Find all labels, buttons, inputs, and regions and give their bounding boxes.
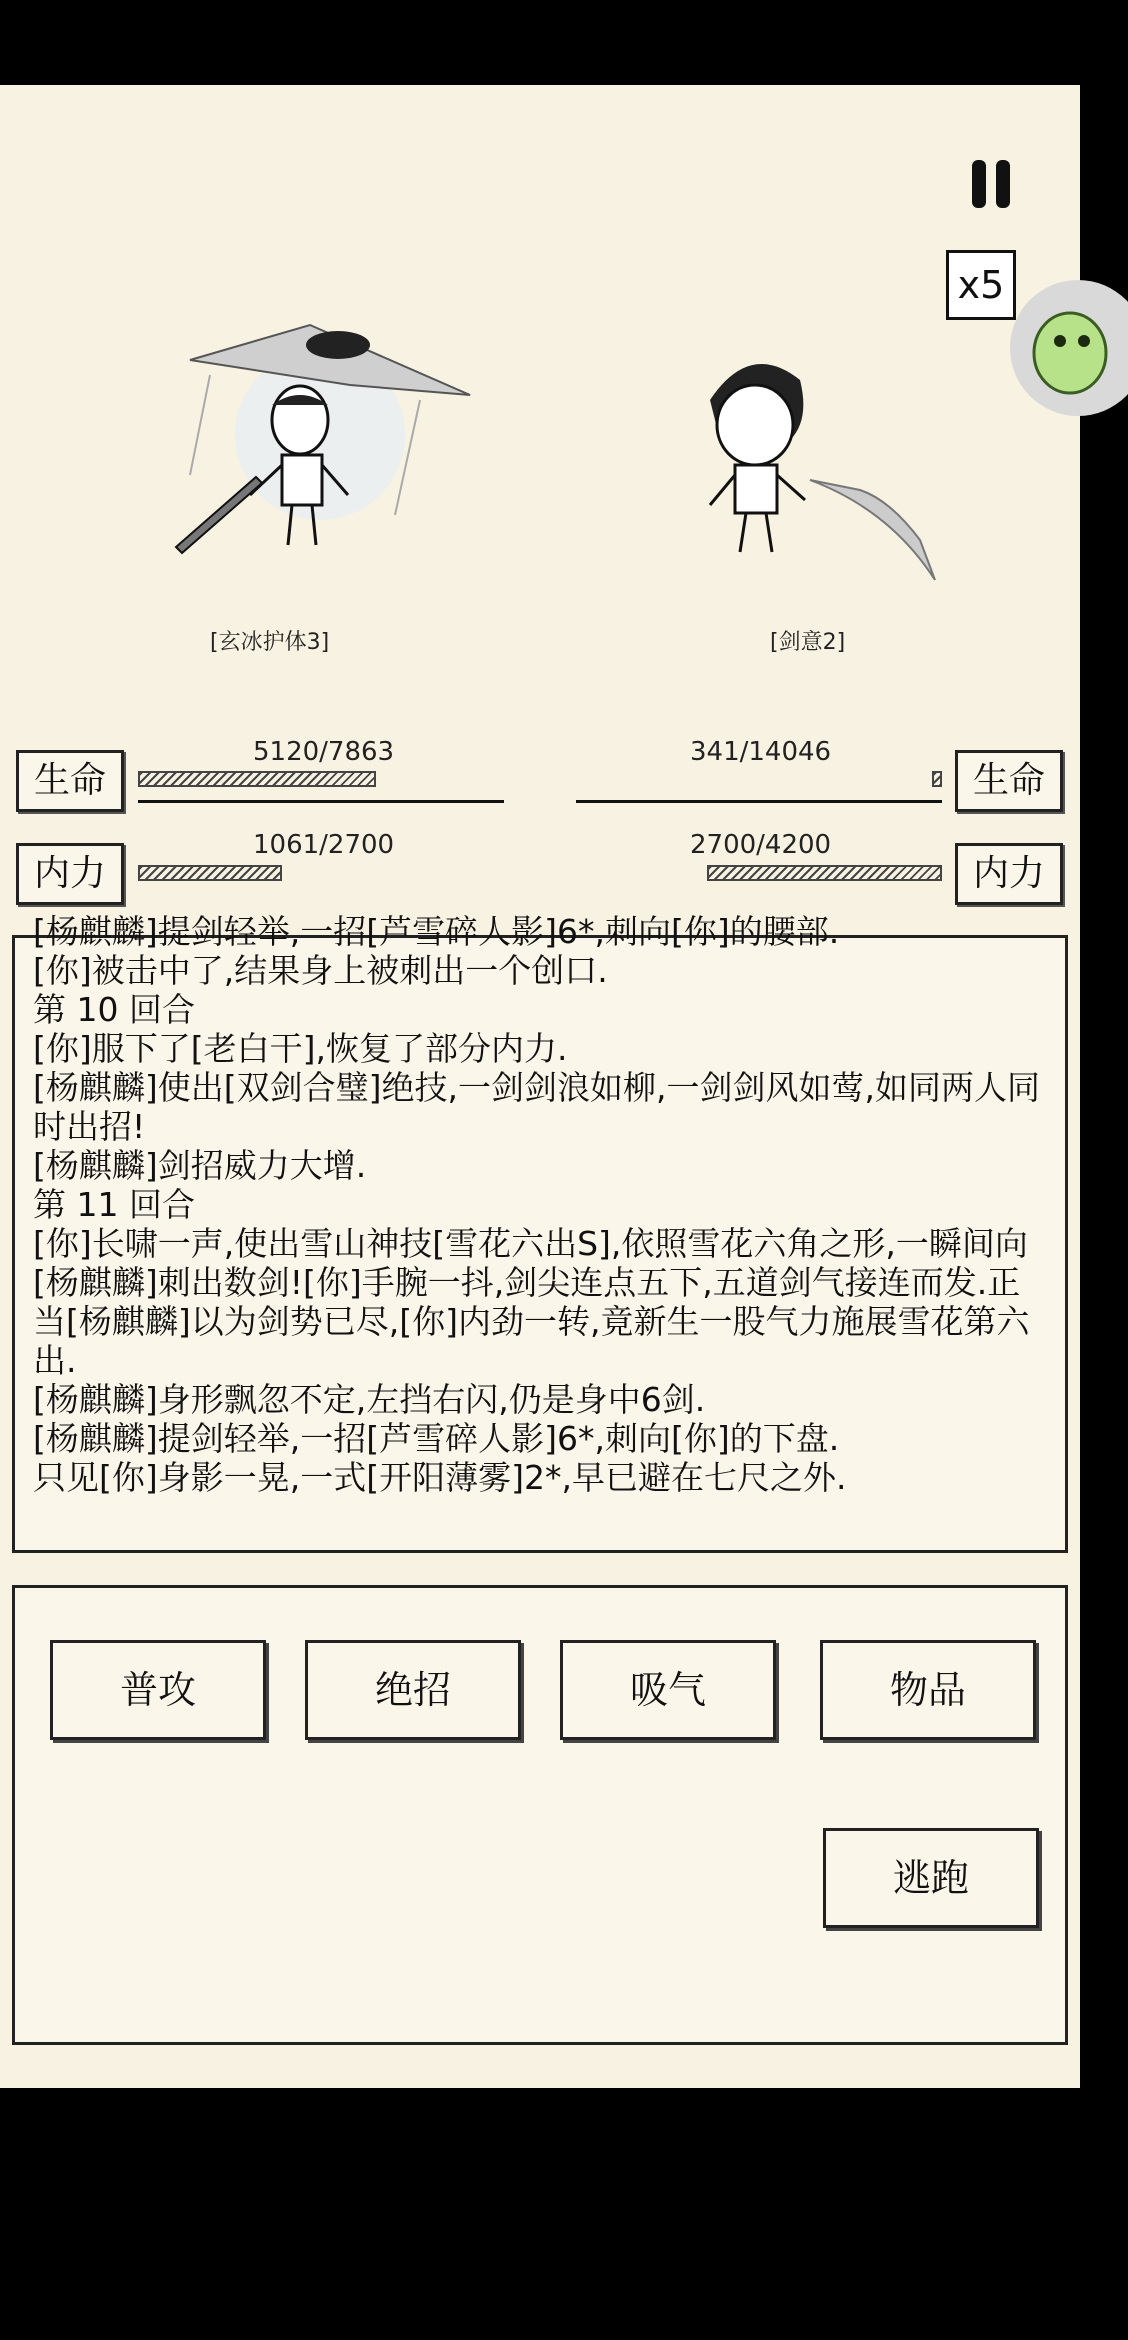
log-line: [你]服下了[老白干],恢复了部分内力. <box>33 1029 568 1068</box>
player-hp-value: 5120/7863 <box>253 737 395 767</box>
action-panel <box>12 1585 1068 2045</box>
enemy-hp-bar-fill <box>932 771 942 787</box>
player-mp-label: 内力 <box>16 843 124 905</box>
enemy-buff-label: [剑意2] <box>770 630 846 655</box>
log-line: [杨麒麟]身形飘忽不定,左挡右闪,仍是身中6剑. <box>33 1380 706 1419</box>
log-line: [杨麒麟]提剑轻举,一招[芦雪碎人影]6*,刺向[你]的下盘. <box>33 1419 840 1458</box>
log-line: 只见[你]身影一晃,一式[开阳薄雾]2*,早已避在七尺之外. <box>33 1458 847 1497</box>
slime-mascot-icon[interactable] <box>1008 273 1128 423</box>
enemy-mp-bar-fill <box>707 865 942 881</box>
player-mp-value: 1061/2700 <box>253 830 395 860</box>
player-buff-label: [玄冰护体3] <box>210 630 330 655</box>
log-line: [你]被击中了,结果身上被刺出一个创口. <box>33 951 608 990</box>
enemy-hp-label: 生命 <box>955 750 1063 812</box>
pause-button[interactable] <box>970 160 1014 210</box>
log-round-header: 第 10 回合 <box>33 990 195 1029</box>
log-round-header: 第 11 回合 <box>33 1185 195 1224</box>
log-line: [杨麒麟]提剑轻举,一招[芦雪碎人影]6*,刺向[你]的腰部. <box>33 912 840 951</box>
speed-toggle-button[interactable]: x5 <box>946 250 1016 320</box>
breathe-button[interactable]: 吸气 <box>560 1640 776 1740</box>
log-line: [杨麒麟]使出[双剑合璧]绝技,一剑剑浪如柳,一剑剑风如莺,如同两人同时出招! <box>33 1068 1040 1146</box>
enemy-hp-bar <box>576 800 942 803</box>
player-character <box>170 315 480 565</box>
player-hp-bar-fill <box>138 771 376 787</box>
log-line: [杨麒麟]剑招威力大增. <box>33 1146 367 1185</box>
attack-button[interactable]: 普攻 <box>50 1640 266 1740</box>
enemy-mp-value: 2700/4200 <box>690 830 832 860</box>
player-hp-bar <box>138 800 504 803</box>
items-button[interactable]: 物品 <box>820 1640 1036 1740</box>
log-line: [你]长啸一声,使出雪山神技[雪花六出S],依照雪花六角之形,一瞬间向[杨麒麟]刺出数剑![你]手腕一抖,剑尖连点五下,五道剑气接连而发.正当[杨麒麟]以为剑势已尽,[你]内劲一转,竟新生一股气力施展雪花第六出. <box>33 1224 1030 1380</box>
battle-log[interactable] <box>12 912 1068 1553</box>
player-hp-label: 生命 <box>16 750 124 812</box>
enemy-character <box>680 340 970 585</box>
pause-icon <box>972 160 986 208</box>
player-mp-bar-fill <box>138 865 282 881</box>
enemy-mp-label: 内力 <box>955 843 1063 905</box>
enemy-hp-value: 341/14046 <box>690 737 832 767</box>
battle-screen <box>0 85 1080 2088</box>
ultimate-button[interactable]: 绝招 <box>305 1640 521 1740</box>
flee-button[interactable]: 逃跑 <box>823 1828 1039 1928</box>
